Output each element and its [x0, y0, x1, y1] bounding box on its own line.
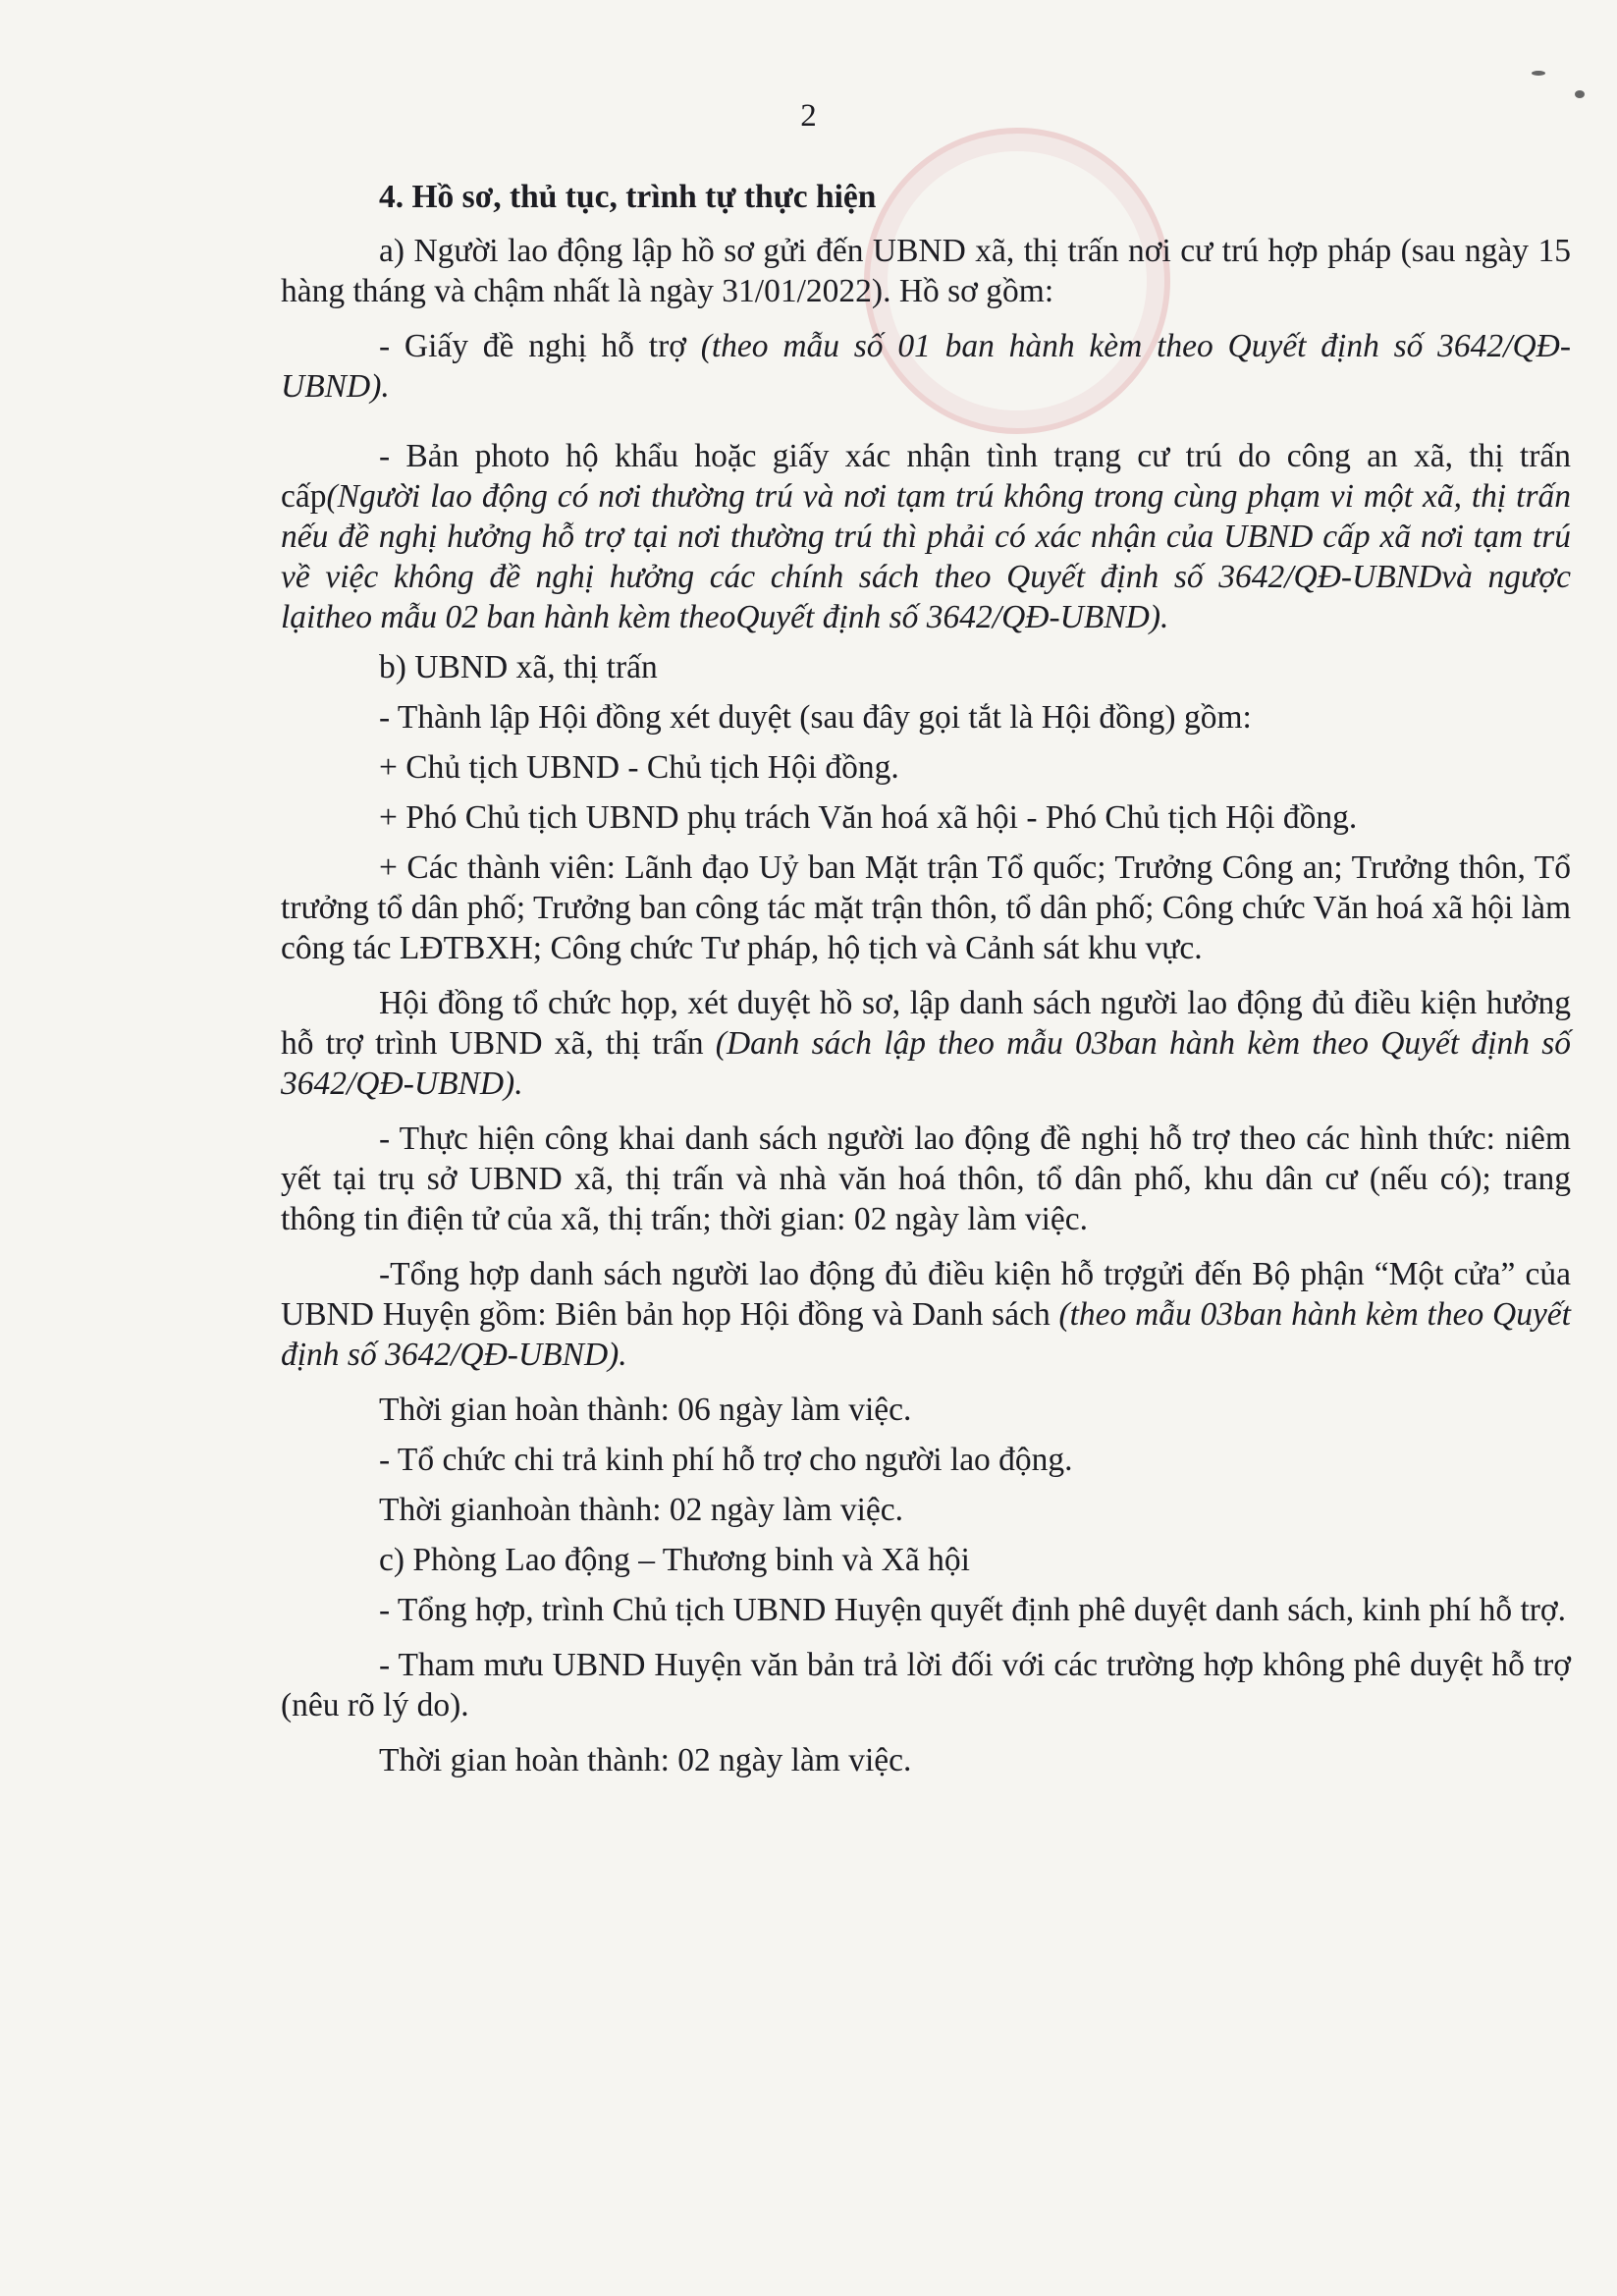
- paragraph-compile-list: -Tổng hợp danh sách người lao động đủ điều kiện hỗ trợgửi đến Bộ phận “Một cửa” của UBND Huyện gồm: Biên bản họp Hội đồng và Danh sách (theo mẫu 03ban hành kèm theo Quyết định số 3642/QĐ-UBND).: [281, 1256, 1571, 1373]
- paragraph-council-setup: - Thành lập Hội đồng xét duyệt (sau đây gọi tắt là Hội đồng) gồm:: [379, 699, 1252, 736]
- document-body: [281, 177, 1571, 1795]
- page-number: 2: [800, 98, 817, 134]
- paragraph-b-heading: b) UBND xã, thị trấn: [379, 649, 658, 685]
- paragraph-residence-document: - Bản photo hộ khẩu hoặc giấy xác nhận tình trạng cư trú do công an xã, thị trấn cấp(Người lao động có nơi thường trú và nơi tạm trú không trong cùng phạm vi một xã, thị trấn nếu đề nghị hưởng hỗ trợ tại nơi thường trú thì phải có xác nhận của UBND cấp xã nơi tạm trú về việc không đề nghị hưởng các chính sách theo Quyết định số 3642/QĐ-UBNDvà ngược lạitheo mẫu 02 ban hành kèm theoQuyết định số 3642/QĐ-UBND).: [281, 438, 1571, 635]
- scan-speck: [1575, 90, 1585, 98]
- paragraph-public-listing: - Thực hiện công khai danh sách người lao động đề nghị hỗ trợ theo các hình thức: niêm yết tại trụ sở UBND xã, thị trấn và nhà văn hoá thôn, tổ dân phố, khu dân cư (nếu có); trang thông tin điện tử của xã, thị trấn; thời gian: 02 ngày làm việc.: [281, 1121, 1571, 1237]
- paragraph-council-members: + Các thành viên: Lãnh đạo Uỷ ban Mặt trận Tổ quốc; Trưởng Công an; Trưởng thôn, Tổ trưởng tổ dân phố; Trưởng ban công tác mặt trận thôn, tổ dân phố; Công chức Văn hoá xã hội làm công tác LĐTBXH; Công chức Tư pháp, hộ tịch và Cảnh sát khu vực.: [281, 849, 1571, 966]
- paragraph-advise-response: - Tham mưu UBND Huyện văn bản trả lời đối với các trường hợp không phê duyệt hỗ trợ (nêu rõ lý do).: [281, 1647, 1571, 1723]
- paragraph-payment: - Tổ chức chi trả kinh phí hỗ trợ cho người lao động.: [379, 1442, 1073, 1478]
- section-heading: 4. Hồ sơ, thủ tục, trình tự thực hiện: [379, 179, 877, 215]
- paragraph-support-request-form: - Giấy đề nghị hỗ trợ (theo mẫu số 01 ban hành kèm theo Quyết định số 3642/QĐ-UBND).: [281, 328, 1571, 405]
- paragraph-c-heading: c) Phòng Lao động – Thương binh và Xã hội: [379, 1542, 970, 1578]
- paragraph-completion-time-02a: Thời gianhoàn thành: 02 ngày làm việc.: [379, 1492, 904, 1528]
- scan-speck: [1532, 71, 1545, 76]
- paragraph-completion-time-02b: Thời gian hoàn thành: 02 ngày làm việc.: [379, 1742, 912, 1778]
- paragraph-submit-approval: - Tổng hợp, trình Chủ tịch UBND Huyện quyết định phê duyệt danh sách, kinh phí hỗ trợ.: [379, 1592, 1567, 1628]
- paragraph-completion-time-06: Thời gian hoàn thành: 06 ngày làm việc.: [379, 1392, 912, 1428]
- paragraph-council-vice-chair: + Phó Chủ tịch UBND phụ trách Văn hoá xã hội - Phó Chủ tịch Hội đồng.: [379, 799, 1358, 836]
- paragraph-council-chair: + Chủ tịch UBND - Chủ tịch Hội đồng.: [379, 749, 899, 786]
- paragraph-council-review: Hội đồng tổ chức họp, xét duyệt hồ sơ, lập danh sách người lao động đủ điều kiện hưởng hỗ trợ trình UBND xã, thị trấn (Danh sách lập theo mẫu 03ban hành kèm theo Quyết định số 3642/QĐ-UBND).: [281, 985, 1571, 1102]
- paragraph-a-intro: a) Người lao động lập hồ sơ gửi đến UBND xã, thị trấn nơi cư trú hợp pháp (sau ngày 15 hàng tháng và chậm nhất là ngày 31/01/2022). Hồ sơ gồm:: [281, 233, 1571, 309]
